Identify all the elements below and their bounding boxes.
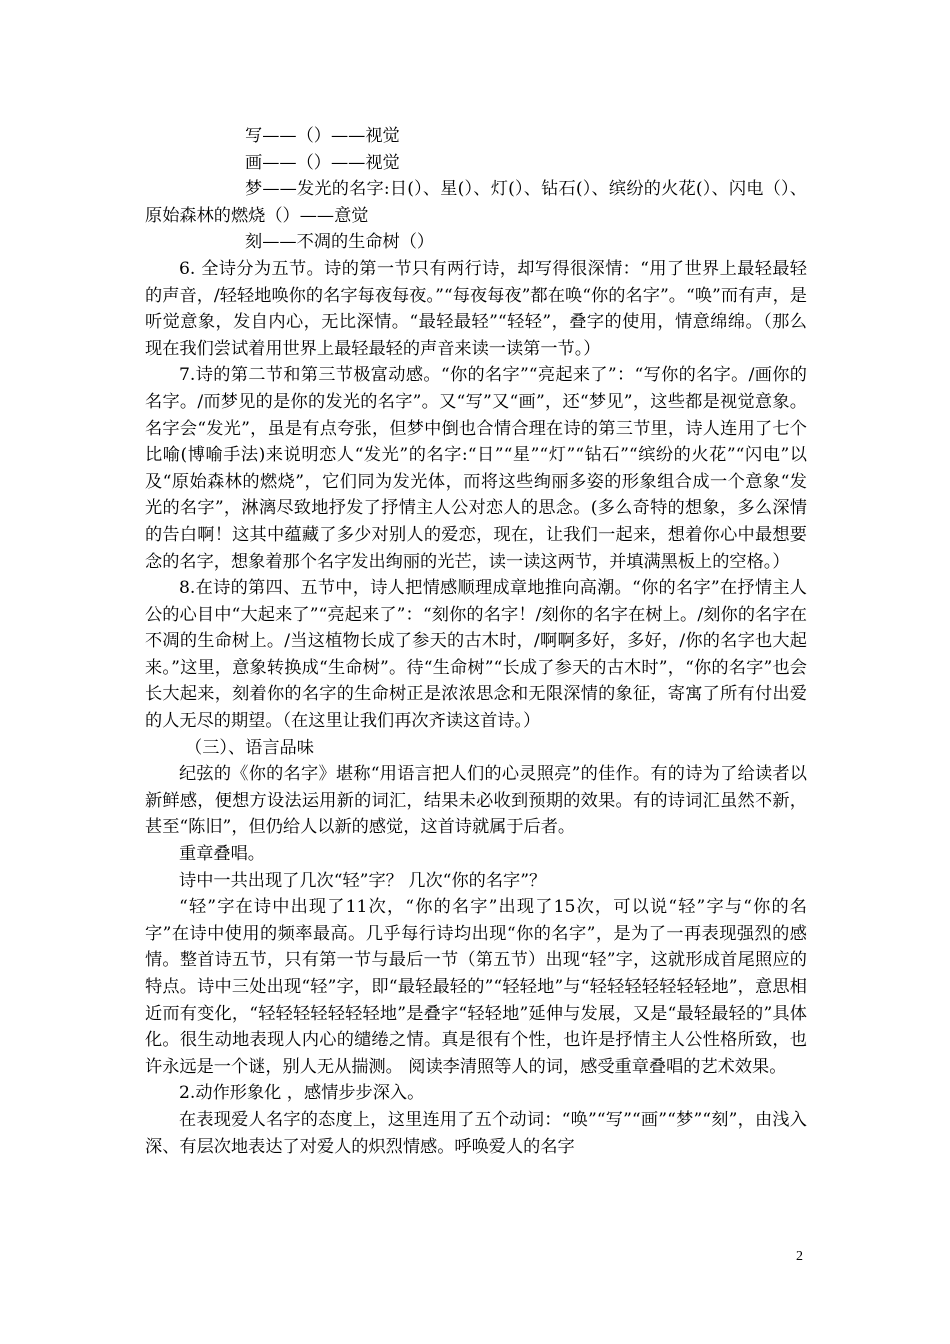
paragraph: 写——（）——视觉 bbox=[245, 126, 400, 146]
paragraph: 在表现爱人名字的态度上，这里连用了五个动词：“唤”“写”“画”“梦”“刻”，由浅入深、有层次地表达了对爱人的炽烈情感。呼唤爱人的名字 bbox=[145, 1109, 807, 1157]
paragraph: 8.在诗的第四、五节中，诗人把情感顺理成章地推向高潮。“你的名字”在抒情主人公的心目中“大起来了”“亮起来了”：“刻你的名字！/刻你的名字在树上。/刻你的名字在不凋的生命树上。/当这植物长成了参天的古木时，/啊啊多好，多好，/你的名字也大起来。”这里，意象转换成“生命树”。待“生命树”“长成了参天的古木时”，“你的名字”也会长大起来，刻着你的名字的生命树正是浓浓思念和无限深情的象征，寄寓了所有付出爱的人无尽的期望。（在这里让我们再次齐读这首诗。） bbox=[145, 578, 807, 732]
paragraph: 纪弦的《你的名字》堪称“用语言把人们的心灵照亮”的佳作。有的诗为了给读者以新鲜感，便想方设法运用新的词汇，结果未必收到预期的效果。有的诗词汇虽然不新，甚至“陈旧”，但仍给人以新的感觉，这首诗就属于后者。 bbox=[145, 764, 807, 838]
paragraph: “轻”字在诗中出现了11次，“你的名字”出现了15次，可以说“轻”字与“你的名字”在诗中使用的频率最高。几乎每行诗均出现“你的名字”，是为了一再表现强烈的感情。整首诗五节，只有第一节与最后一节（第五节）出现“轻”字，这就形成首尾照应的特点。诗中三处出现“轻”字，即“最轻最轻的”“轻轻地”与“轻轻轻轻轻轻轻地”，意思相近而有变化，“轻轻轻轻轻轻轻地”是叠字“轻轻地”延伸与发展，又是“最轻最轻的”具体化。很生动地表现人内心的缱绻之情。真是很有个性，也许是抒情主人公性格所致，也许永远是一个谜，别人无从揣测。 阅读李清照等人的词，感受重章叠唱的艺术效果。 bbox=[145, 897, 807, 1077]
paragraph: 诗中一共出现了几次“轻”字？ 几次“你的名字”？ bbox=[179, 870, 547, 891]
paragraph: 重章叠唱。 bbox=[179, 844, 265, 865]
page-number: 2 bbox=[796, 1249, 803, 1264]
paragraph: 刻——不凋的生命树（） bbox=[245, 232, 435, 253]
paragraph: 画——（）——视觉 bbox=[245, 152, 400, 173]
paragraph: 2.动作形象化 ，感情步步深入。 bbox=[179, 1083, 425, 1104]
paragraph: 6. 全诗分为五节。诗的第一节只有两行诗，却写得很深情：“用了世界上最轻最轻的声音，/轻轻地唤你的名字每夜每夜。”“每夜每夜”都在唤“你的名字”。“唤”而有声，是听觉意象，发自内心，无比深情。“最轻最轻”“轻轻”，叠字的使用，情意绵绵。（那么现在我们尝试着用世界上最轻最轻的声音来读一读第一节。） bbox=[145, 258, 807, 359]
paragraph: 7.诗的第二节和第三节极富动感。“你的名字”“亮起来了”：“写你的名字。/画你的名字。/而梦见的是你的发光的名字”。又“写”又“画”，还“梦见”，这些都是视觉意象。名字会“发光”，虽是有点夸张，但梦中倒也合情合理在诗的第三节里，诗人连用了七个比喻(博喻手法)来说明恋人“发光”的名字:“日”“星”“灯”“钻石”“缤纷的火花”“闪电”以及“原始森林的燃烧”，它们同为发光体，而将这些绚丽多姿的形象组合成一个意象“发光的名字”，淋漓尽致地抒发了抒情主人公对恋人的思念。(多么奇特的想象，多么深情的告白啊！这其中蕴藏了多少对别人的爱恋，现在，让我们一起来，想着你心中最想要念的名字，想象着那个名字发出绚丽的光芒，读一读这两节，并填满黑板上的空格。） bbox=[145, 365, 807, 572]
section-heading: （三）、语言品味 bbox=[185, 737, 314, 758]
body-text bbox=[145, 123, 807, 1160]
paragraph: 梦——发光的名字:日(）、星(）、灯(）、钻石(）、缤纷的火花(）、闪电（）、原始森林的燃烧（）——意觉 bbox=[145, 179, 807, 226]
